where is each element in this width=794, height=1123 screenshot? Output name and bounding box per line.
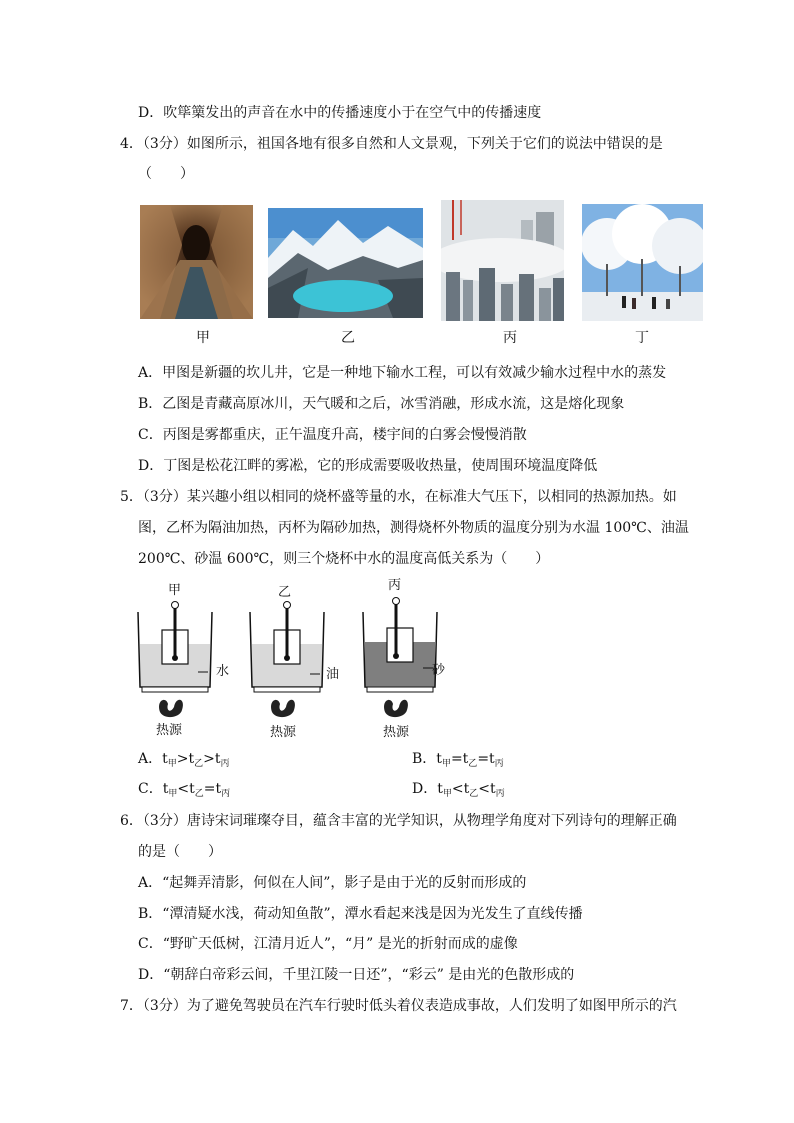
q6-option-c: C．“野旷天低树，江清月近人”，“月” 是光的折射而成的虚像: [138, 936, 518, 952]
q6-stem-line1: 6．（3分）唐诗宋词璀璨夺目，蕴含丰富的光学知识，从物理学角度对下列诗句的理解正确: [120, 813, 677, 829]
q5-option-d: D．$t_甲<t_乙<t_丙$: [412, 781, 505, 799]
lake-shape: [293, 280, 393, 312]
q6-option-b: B．“潭清疑水浅，荷动知鱼散”，潭水看起来浅是因为光发生了直线传播: [138, 906, 583, 922]
q4-option-b: B．乙图是青藏高原冰川，天气暖和之后，冰雪消融，形成水流，这是熔化现象: [138, 396, 625, 412]
q4-option-a: A．甲图是新疆的坎儿井，它是一种地下输水工程，可以有效减少输水过程中水的蒸发: [138, 365, 667, 381]
karez-photo: [140, 205, 253, 319]
q4-option-c: C．丙图是雾都重庆，正午温度升高，楼宇间的白雾会慢慢消散: [138, 427, 527, 443]
q3-option-d: D．吹筚篥发出的声音在水中的传播速度小于在空气中的传播速度: [138, 105, 542, 121]
beaker-figure: [130, 572, 460, 742]
rime-photo: [582, 204, 703, 321]
q5-stem-line3: 200℃、砂温 600℃，则三个烧杯中水的温度高低关系为（ ）: [138, 551, 550, 567]
caption-jia: 甲: [196, 330, 210, 346]
q6-option-a: A．“起舞弄清影，何似在人间”，影子是由于光的反射而形成的: [138, 875, 527, 891]
q5-option-c: C．$t_甲<t_乙=t_丙$: [138, 781, 231, 799]
beaker-side-oil: 油: [326, 667, 340, 682]
beaker-yi: [250, 585, 339, 740]
caption-yi: 乙: [341, 330, 355, 346]
foggy-city-photo: [441, 200, 564, 321]
q7-stem-line1: 7．（3分）为了避免驾驶员在汽车行驶时低头着仪表造成事故，人们发明了如图甲所示的汽: [120, 998, 677, 1014]
q6-stem-line2: 的是（ ）: [138, 844, 222, 860]
beaker-label-bing: 丙: [388, 578, 402, 593]
beaker-side-water: 水: [216, 664, 230, 679]
q4-stem: 4．（3分）如图所示，祖国各地有很多自然和人文景观，下列关于它们的说法中错误的是: [120, 136, 663, 152]
beaker-source-bing: 热源: [383, 725, 410, 740]
q4-answer-blank: （ ）: [138, 166, 194, 182]
q5-option-a: A．$t_甲>t_乙>t_丙$: [138, 751, 230, 769]
q6-option-d: D．“朝辞白帝彩云间，千里江陵一日还”，“彩云” 是由光的色散形成的: [138, 967, 575, 983]
beaker-source-yi: 热源: [270, 725, 297, 740]
beaker-side-sand: 砂: [432, 663, 446, 678]
beaker-source-jia: 热源: [156, 723, 183, 738]
caption-bing: 丙: [503, 330, 517, 346]
q5-option-b: B．$t_甲=t_乙=t_丙$: [412, 751, 504, 769]
beaker-label-yi: 乙: [278, 585, 292, 600]
q5-stem-line1: 5．（3分）某兴趣小组以相同的烧杯盛等量的水，在标准大气压下，以相同的热源加热。如: [120, 489, 677, 505]
q5-stem-line2: 图，乙杯为隔油加热，丙杯为隔砂加热，测得烧杯外物质的温度分别为水温 100℃、油温: [138, 520, 689, 536]
caption-ding: 丁: [635, 330, 649, 346]
q4-option-d: D．丁图是松花江畔的雾凇，它的形成需要吸收热量，使周围环境温度降低: [138, 458, 598, 474]
beaker-label-jia: 甲: [168, 583, 182, 598]
glacier-photo: [268, 208, 423, 318]
beaker-bing: [363, 578, 446, 740]
beaker-jia: [138, 583, 229, 738]
